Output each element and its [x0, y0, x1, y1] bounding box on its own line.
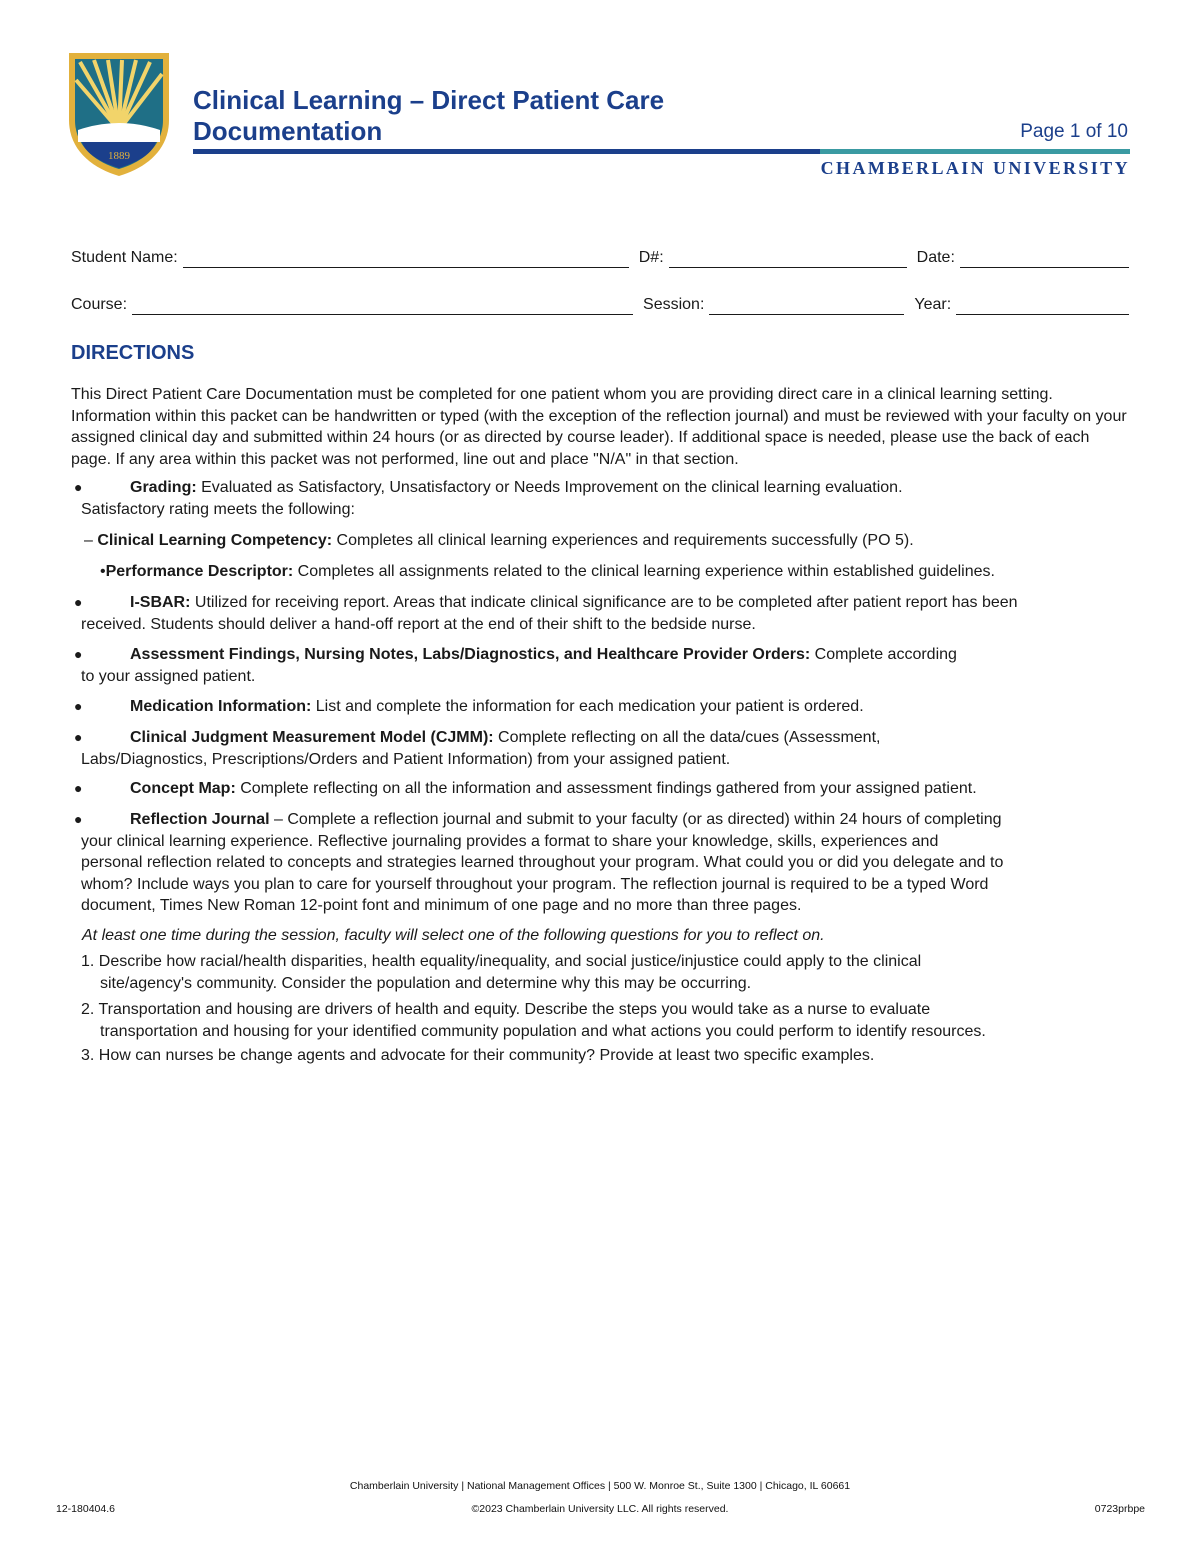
grading-label: Grading: — [130, 479, 197, 496]
page-indicator: Page 1 of 10 — [1020, 121, 1128, 142]
university-wordmark: CHAMBERLAIN UNIVERSITY — [820, 158, 1130, 178]
footer-document-id: 12-180404.6 — [56, 1503, 115, 1515]
header-rule-blue — [193, 149, 820, 154]
isbar-label: I-SBAR: — [130, 594, 191, 611]
year-field[interactable] — [956, 296, 1129, 315]
course-field[interactable] — [132, 296, 633, 315]
list-item-reflection-journal — [71, 809, 1131, 917]
question-1-line1: 1. Describe how racial/health disparities, health equality/inequality, and social justice/injustice could apply to the clinical — [81, 953, 922, 970]
document-title-line2: Documentation — [193, 116, 383, 146]
list-item-isbar — [71, 592, 1131, 635]
question-2-line2: transportation and housing for your identified community population and what actions you could perform to identify resources. — [100, 1022, 986, 1040]
directions-intro: This Direct Patient Care Documentation must be completed for one patient whom you are providing direct care in a clinical learning setting. Information within this packet can be handwritten or typed (with the exception of the reflection journal) and must be reviewed with your faculty on your assigned clinical day and submitted within 24 hours (or as directed by course leader). If additional space is needed, please use the back of each page. If any area within this packet was not performed, line out and place "N/A" in that section. — [71, 386, 1127, 468]
footer-revision-code: 0723prbpe — [1094, 1503, 1145, 1515]
journal-continuation-3: whom? Include ways you plan to care for yourself throughout your program. The reflection journal is required to be a typed Word — [81, 875, 989, 893]
concept-label: Concept Map: — [130, 780, 236, 797]
question-2 — [81, 999, 1121, 1042]
date-field[interactable] — [960, 249, 1129, 268]
assessment-label: Assessment Findings, Nursing Notes, Labs/Diagnostics, and Healthcare Provider Orders: — [130, 646, 811, 663]
student-name-field[interactable] — [183, 249, 629, 268]
chamberlain-crest-logo — [66, 50, 172, 178]
cjmm-continuation: Labs/Diagnostics, Prescriptions/Orders and Patient Information) from your assigned patient. — [81, 750, 731, 768]
grading-continuation: Satisfactory rating meets the following: — [81, 500, 355, 518]
form-row-course — [71, 291, 1129, 315]
bullet-icon: ● — [74, 780, 83, 796]
d-number-label: D#: — [638, 249, 664, 266]
medication-text: List and complete the information for each medication your patient is ordered. — [311, 698, 864, 715]
cjmm-text: Complete reflecting on all the data/cues (Assessment, — [493, 729, 881, 746]
question-3: 3. How can nurses be change agents and advocate for their community? Provide at least two specific examples. — [81, 1047, 875, 1064]
list-item-cjmm — [71, 727, 1131, 770]
question-1 — [81, 951, 1121, 994]
form-row-student — [71, 244, 1129, 268]
date-label: Date: — [916, 249, 955, 266]
competency-item — [84, 530, 1124, 552]
isbar-text: Utilized for receiving report. Areas that indicate clinical significance are to be completed after patient report has been — [190, 594, 1018, 611]
descriptor-label: Performance Descriptor: — [105, 563, 294, 580]
list-item-assessment — [71, 644, 1131, 687]
grading-text: Evaluated as Satisfactory, Unsatisfactory or Needs Improvement on the clinical learning evaluation. — [196, 479, 903, 496]
descriptor-text: Completes all assignments related to the clinical learning experience within established guidelines. — [293, 563, 995, 580]
course-label: Course: — [71, 296, 128, 313]
student-name-label: Student Name: — [71, 249, 178, 266]
header-rule-teal — [820, 149, 1130, 154]
assessment-text: Complete according — [810, 646, 957, 663]
bullet-icon: ● — [74, 729, 83, 745]
journal-continuation-1: your clinical learning experience. Reflective journaling provides a format to share your knowledge, skills, experiences and — [81, 832, 939, 850]
list-item-medication — [71, 696, 1131, 718]
question-2-line1: 2. Transportation and housing are drivers of health and equity. Describe the steps you would take as a nurse to evaluate — [81, 1001, 931, 1018]
isbar-continuation: received. Students should deliver a hand-off report at the end of their shift to the bedside nurse. — [81, 615, 756, 633]
bullet-icon: ● — [74, 646, 83, 662]
year-label: Year: — [914, 296, 952, 313]
dash-marker: – — [84, 532, 98, 549]
bullet-icon: ● — [74, 594, 83, 610]
reflection-note: At least one time during the session, faculty will select one of the following questions for you to reflect on. — [82, 927, 825, 944]
cjmm-label: Clinical Judgment Measurement Model (CJMM): — [130, 729, 494, 746]
medication-label: Medication Information: — [130, 698, 312, 715]
bullet-icon: ● — [74, 811, 83, 827]
bullet-icon: ● — [74, 698, 83, 714]
d-number-field[interactable] — [669, 249, 907, 268]
journal-text: – Complete a reflection journal and submit to your faculty (or as directed) within 24 hours of completing — [269, 811, 1002, 828]
footer-address: Chamberlain University | National Management Offices | 500 W. Monroe St., Suite 1300 | Chicago, IL 60661 — [349, 1480, 851, 1492]
competency-text: Completes all clinical learning experiences and requirements successfully (PO 5). — [332, 532, 914, 549]
session-field[interactable] — [709, 296, 904, 315]
descriptor-item — [100, 561, 1130, 583]
assessment-continuation: to your assigned patient. — [81, 667, 256, 685]
session-label: Session: — [643, 296, 705, 313]
bullet-icon: ● — [74, 479, 83, 495]
logo-year: 1889 — [108, 150, 130, 162]
directions-heading: DIRECTIONS — [71, 342, 195, 364]
journal-continuation-4: document, Times New Roman 12-point font and minimum of one page and no more than three pages. — [81, 897, 802, 914]
list-item-grading — [71, 477, 1131, 520]
small-bullet-icon: • — [100, 563, 106, 580]
footer-copyright: ©2023 Chamberlain University LLC. All rights reserved. — [471, 1503, 729, 1515]
competency-label: Clinical Learning Competency: — [97, 532, 333, 549]
list-item-concept-map — [71, 778, 1131, 800]
question-1-line2: site/agency's community. Consider the population and determine why this may be occurring. — [100, 974, 752, 992]
concept-text: Complete reflecting on all the information and assessment findings gathered from your assigned patient. — [235, 780, 977, 797]
journal-continuation-2: personal reflection related to concepts and strategies learned throughout your program. What could you or did you delegate and to — [81, 854, 1004, 871]
document-title: Clinical Learning – Direct Patient Care — [193, 85, 665, 115]
journal-label: Reflection Journal — [130, 811, 270, 828]
